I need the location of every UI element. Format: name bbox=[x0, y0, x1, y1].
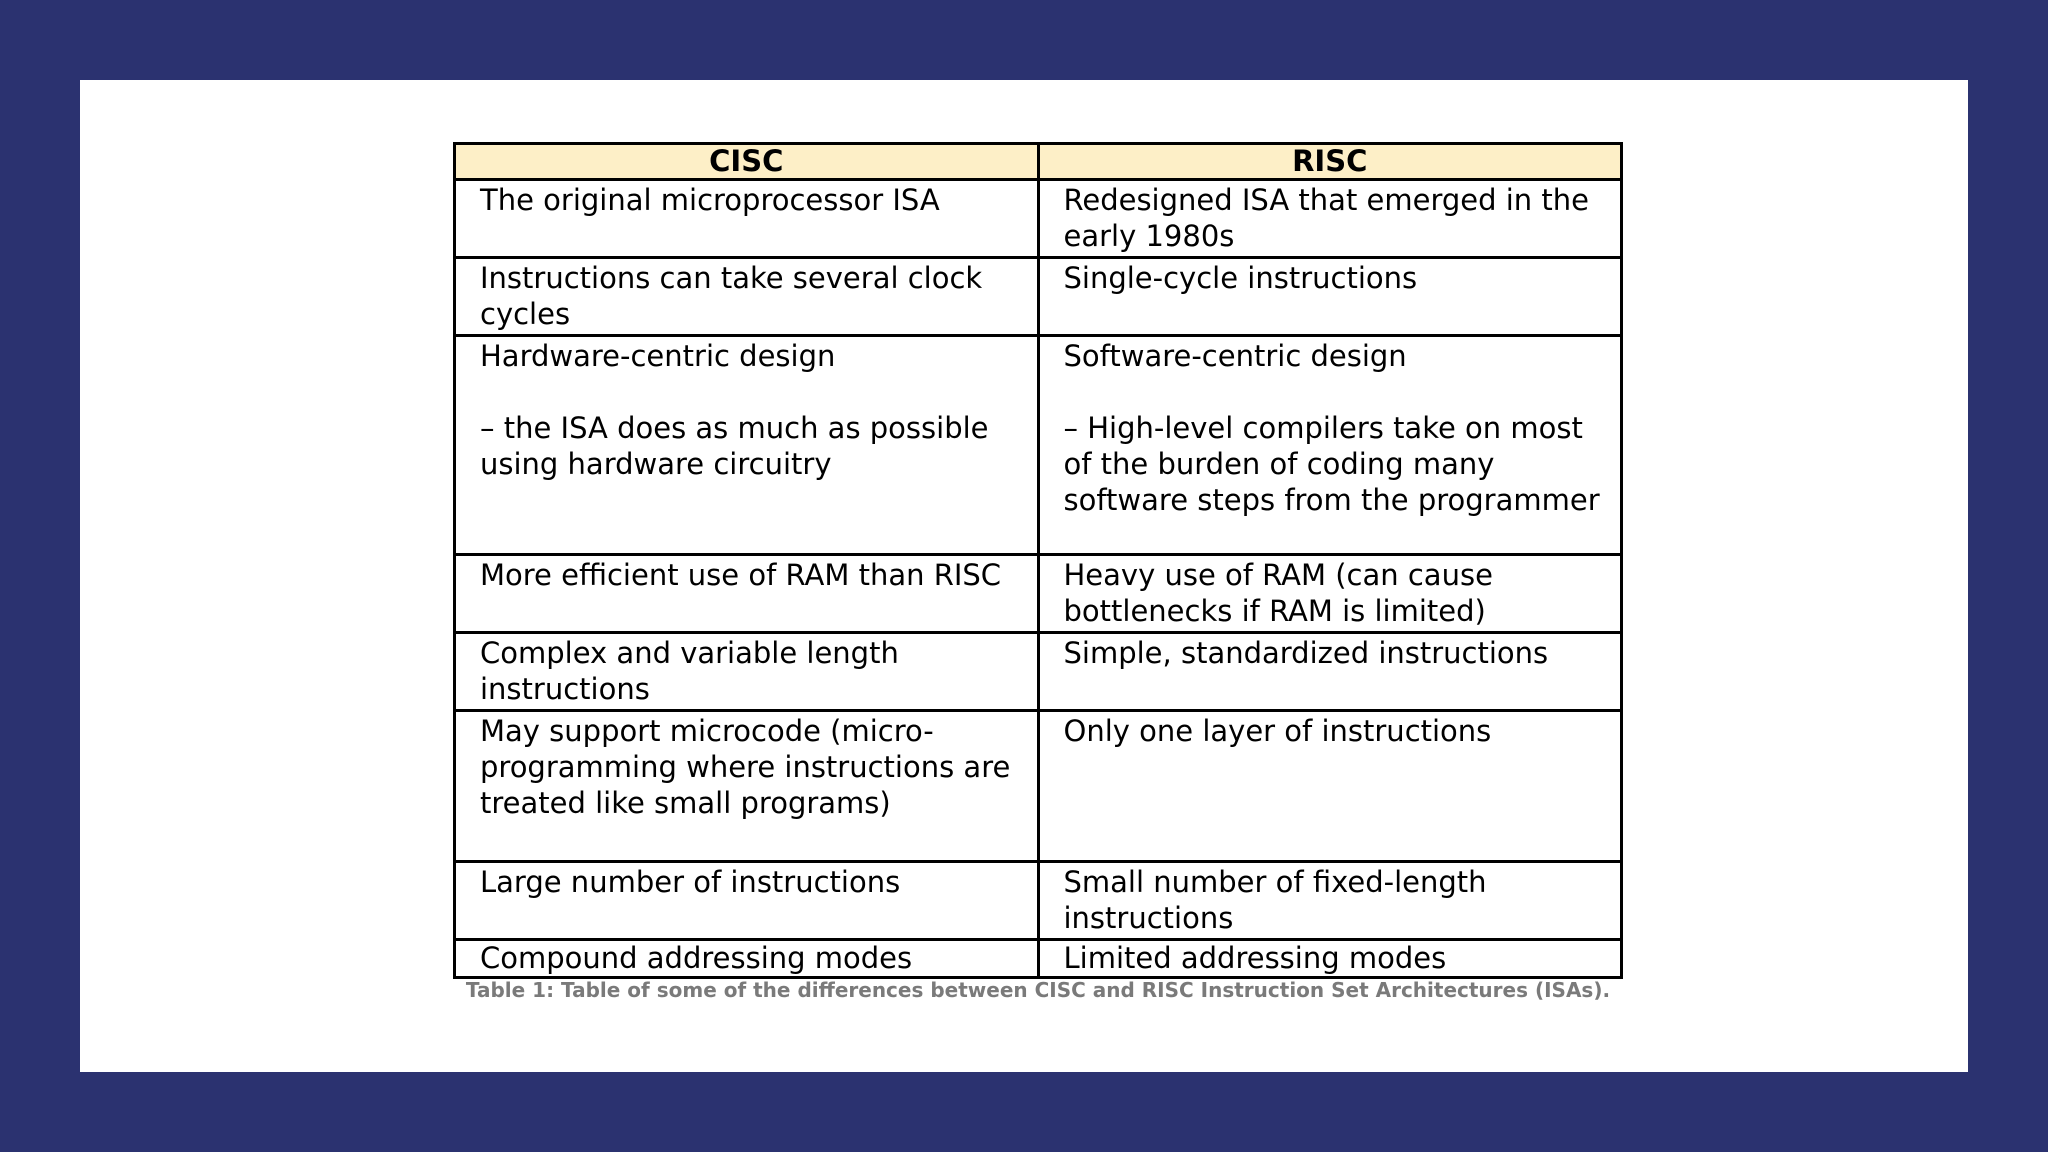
risc-cell: Software-centric design – High-level compilers take on most of the burden of coding many software steps from the programmer bbox=[1038, 336, 1622, 555]
cisc-cell: More efficient use of RAM than RISC bbox=[455, 555, 1039, 633]
table-header-row bbox=[455, 144, 1622, 180]
table-row bbox=[455, 180, 1622, 258]
comparison-table-container bbox=[453, 142, 1623, 979]
document-page bbox=[80, 80, 1968, 1072]
cisc-cell: Hardware-centric design – the ISA does as much as possible using hardware circuitry bbox=[455, 336, 1039, 555]
cisc-cell: Instructions can take several clock cycles bbox=[455, 258, 1039, 336]
table-row bbox=[455, 555, 1622, 633]
table-row bbox=[455, 711, 1622, 862]
cisc-cell: The original microprocessor ISA bbox=[455, 180, 1039, 258]
header-risc: RISC bbox=[1038, 144, 1622, 180]
risc-cell: Single-cycle instructions bbox=[1038, 258, 1622, 336]
table-row bbox=[455, 862, 1622, 940]
cisc-risc-comparison-table bbox=[453, 142, 1623, 979]
cisc-cell: Complex and variable length instructions bbox=[455, 633, 1039, 711]
table-row bbox=[455, 336, 1622, 555]
risc-cell: Heavy use of RAM (can cause bottlenecks if RAM is limited) bbox=[1038, 555, 1622, 633]
table-caption: Table 1: Table of some of the differences between CISC and RISC Instruction Set Architectures (ISAs). bbox=[465, 978, 1611, 1002]
table-row bbox=[455, 258, 1622, 336]
risc-cell: Small number of fixed-length instructions bbox=[1038, 862, 1622, 940]
cisc-cell: Large number of instructions bbox=[455, 862, 1039, 940]
risc-cell: Simple, standardized instructions bbox=[1038, 633, 1622, 711]
table-row bbox=[455, 940, 1622, 978]
table-row bbox=[455, 633, 1622, 711]
cisc-cell: Compound addressing modes bbox=[455, 940, 1039, 978]
risc-cell: Limited addressing modes bbox=[1038, 940, 1622, 978]
header-cisc: CISC bbox=[455, 144, 1039, 180]
risc-cell: Only one layer of instructions bbox=[1038, 711, 1622, 862]
cisc-cell: May support microcode (micro-programming where instructions are treated like small programs) bbox=[455, 711, 1039, 862]
risc-cell: Redesigned ISA that emerged in the early 1980s bbox=[1038, 180, 1622, 258]
